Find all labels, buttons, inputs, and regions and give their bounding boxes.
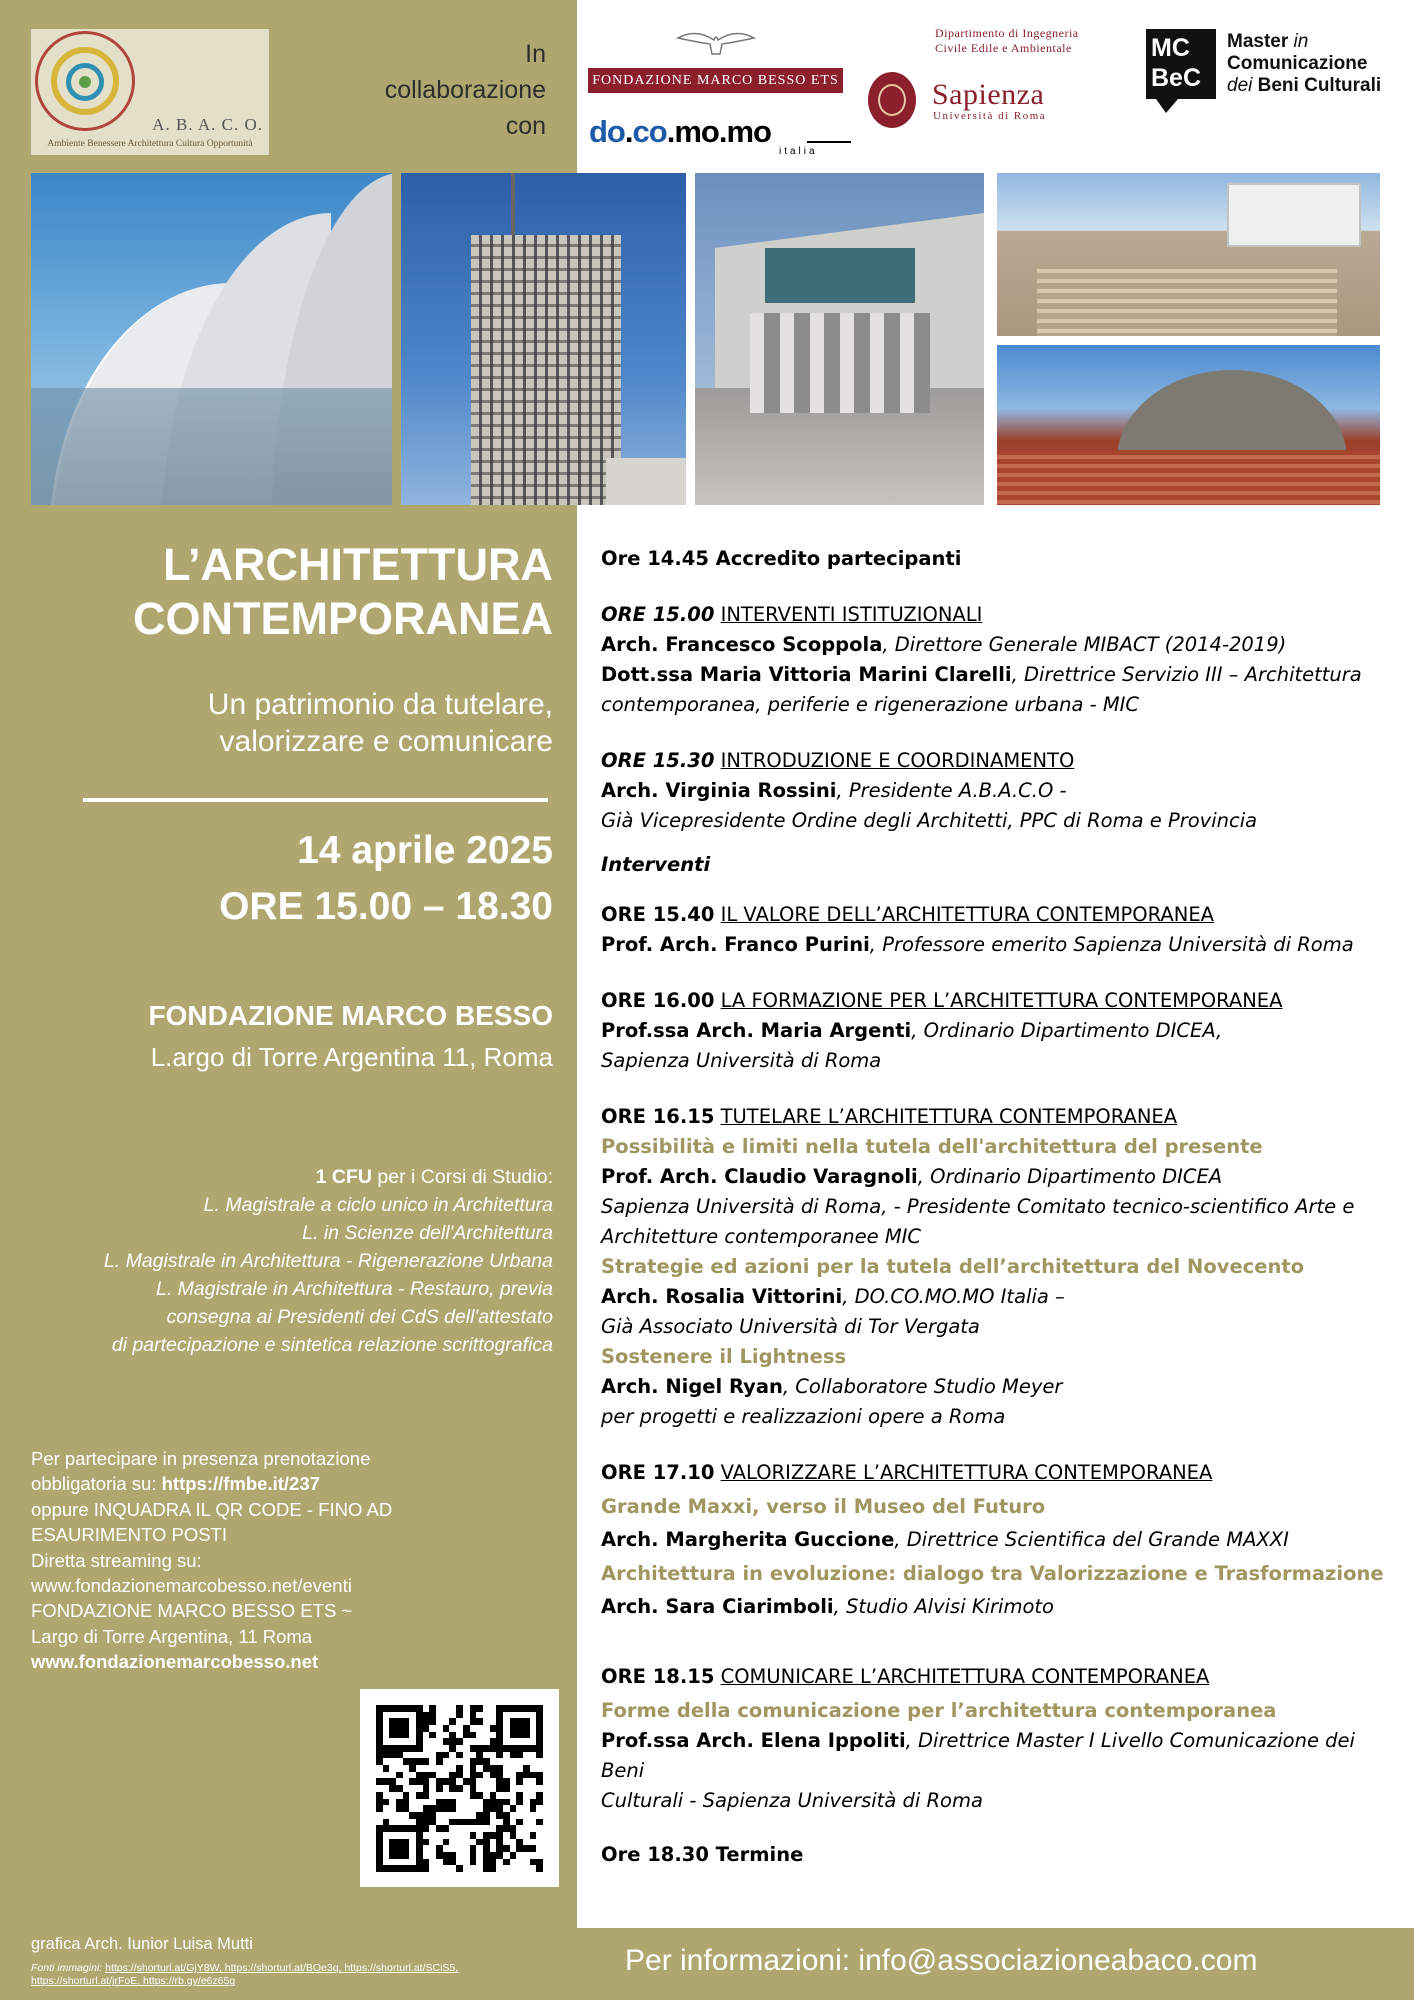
mcbec-text-part: in [1293, 31, 1309, 52]
graphics-credit: grafica Arch. Iunior Luisa Mutti [31, 1935, 253, 1953]
photo-shape [1117, 370, 1347, 460]
talk-title: Architettura in evoluzione: dialogo tra Valorizzazione e Trasformazione [601, 1562, 1384, 1585]
booking-text: obbligatoria su: [31, 1473, 162, 1495]
streaming-link[interactable]: www.fondazionemarcobesso.net/eventi [31, 1575, 352, 1597]
speech-tail-icon [1156, 99, 1178, 113]
abaco-dot-icon [79, 76, 91, 88]
fondazione-marco-besso-logo [588, 28, 843, 94]
program-heading [601, 900, 1391, 930]
cfu-course: di partecipazione e sintetica relazione scrittografica [111, 1334, 553, 1356]
collaboration-line: con [505, 112, 546, 140]
speaker-name: Dott.ssa Maria Vittoria Marini Clarelli [601, 663, 1012, 686]
speaker [601, 630, 1391, 660]
speaker [601, 1726, 1391, 1786]
speaker-role: , Ordinario Dipartimento DICEA, [911, 1019, 1223, 1042]
cfu-course: L. in Scienze dell'Architettura [302, 1222, 553, 1244]
speaker-role: , Studio Alvisi Kirimoto [833, 1595, 1054, 1618]
sources-label: Fonti immagini: [31, 1962, 106, 1974]
program-time: ORE 16.00 [601, 989, 715, 1012]
event-date: 14 aprile 2025 [297, 829, 553, 872]
program-heading [601, 1458, 1391, 1488]
event-title [30, 538, 553, 646]
photo-shape [997, 450, 1380, 505]
program-item: Ore 14.45 Accredito partecipanti [601, 547, 962, 570]
qr-code-icon [376, 1705, 543, 1872]
mcbec-text-part: Beni Culturali [1257, 75, 1382, 96]
speaker-name: Prof.ssa Arch. Elena Ippoliti [601, 1729, 906, 1752]
mcbec-text-part: Comunicazione [1227, 53, 1368, 74]
speaker-name: Arch. Sara Ciarimboli [601, 1595, 834, 1618]
program-topic: TUTELARE L’ARCHITETTURA CONTEMPORANEA [720, 1105, 1178, 1128]
sapienza-subtitle: Università di Roma [933, 110, 1047, 122]
program-time: ORE 15.40 [601, 903, 715, 926]
source-link[interactable]: https://shorturl.at/jrFoE, https://rb.gy/e6z65g [31, 1975, 236, 1987]
photo-shape [765, 248, 915, 303]
speaker-role: , Direttrice Master I Livello Comunicazione dei Beni [601, 1729, 1355, 1782]
photo-shape [1037, 263, 1337, 336]
collaboration-line: collaborazione [384, 76, 546, 104]
cfu-heading-text: per i Corsi di Studio: [372, 1166, 553, 1188]
image-sources [31, 1962, 551, 1988]
speaker [601, 1372, 1391, 1402]
speaker-role: Architetture contemporanee MIC [601, 1225, 922, 1248]
speaker-name: Arch. Nigel Ryan [601, 1375, 783, 1398]
speaker-role: Già Vicepresidente Ordine degli Architetti, PPC di Roma e Provincia [601, 809, 1258, 832]
program-time: ORE 15.30 [601, 749, 715, 772]
program-topic: INTERVENTI ISTITUZIONALI [720, 603, 983, 626]
docomomo-dot: . [666, 114, 675, 149]
sapienza-name: Sapienza [932, 78, 1045, 111]
cfu-heading [30, 1163, 553, 1191]
talk-title: Sostenere il Lightness [601, 1345, 847, 1368]
speaker [601, 930, 1391, 960]
program-topic: IL VALORE DELL’ARCHITETTURA CONTEMPORANEA [720, 903, 1214, 926]
talk-title: Strategie ed azioni per la tutela dell’architettura del Novecento [601, 1255, 1305, 1278]
program [601, 544, 1391, 1870]
photo-jubilee-church [31, 173, 392, 505]
talk-title: Grande Maxxi, verso il Museo del Futuro [601, 1495, 1046, 1518]
website-link[interactable]: www.fondazionemarcobesso.net [31, 1651, 319, 1673]
photo-tower [401, 173, 686, 505]
photo-shape [511, 173, 515, 243]
venue-address: L.argo di Torre Argentina 11, Roma [150, 1042, 553, 1072]
photo-ara-pacis [997, 173, 1380, 336]
title-line: CONTEMPORANEA [132, 593, 553, 644]
mcbec-logo [1146, 29, 1382, 113]
docomomo-dot: . [624, 114, 633, 149]
speaker [601, 776, 1391, 806]
cfu-course: L. Magistrale in Architettura - Rigenerazione Urbana [103, 1250, 553, 1272]
photo-shape [1227, 183, 1361, 247]
booking-line: Per partecipare in presenza prenotazione [31, 1448, 371, 1469]
speaker [601, 1016, 1391, 1046]
docomomo-part: mo [726, 114, 771, 149]
booking-line: Largo di Torre Argentina, 11 Roma [31, 1625, 313, 1647]
docomomo-part: do [589, 114, 625, 149]
cfu-course: L. Magistrale a ciclo unico in Architettura [203, 1194, 553, 1216]
event-datetime [30, 823, 553, 935]
photo-maxxi [695, 173, 984, 505]
program-time: ORE 15.00 [601, 603, 715, 626]
docomomo-part: co [632, 114, 667, 149]
speaker-role: , Direttore Generale MIBACT (2014-2019) [882, 633, 1287, 656]
abaco-logo-tagline: Ambiente Benessere Architettura Cultura Opportunità [47, 139, 253, 149]
docomomo-wordmark [589, 114, 771, 150]
speaker-role: Culturali - Sapienza Università di Roma [601, 1789, 983, 1812]
docomomo-underline [807, 141, 851, 143]
event-time: ORE 15.00 – 18.30 [219, 885, 553, 928]
program-topic: COMUNICARE L’ARCHITETTURA CONTEMPORANEA [720, 1665, 1210, 1688]
photo-shape [606, 458, 686, 505]
collaboration-label [300, 36, 546, 144]
booking-line: FONDAZIONE MARCO BESSO ETS ~ [31, 1600, 353, 1622]
speaker-role: per progetti e realizzazioni opere a Roma [601, 1405, 1006, 1428]
docomomo-dot: . [718, 114, 727, 149]
speaker [601, 1592, 1391, 1622]
cfu-block [30, 1163, 553, 1359]
speaker-role: , Presidente A.B.A.C.O - [836, 779, 1067, 802]
cfu-course: L. Magistrale in Architettura - Restauro, previa [155, 1278, 553, 1300]
cfu-course: consegna ai Presidenti dei CdS dell'attestato [166, 1306, 553, 1328]
speaker-role: , Direttrice Scientifica del Grande MAXXI [894, 1528, 1289, 1551]
speaker-name: Arch. Francesco Scoppola [601, 633, 883, 656]
speaker-name: Prof. Arch. Claudio Varagnoli [601, 1165, 918, 1188]
speaker-role: contemporanea, periferie e rigenerazione urbana - MIC [601, 693, 1140, 716]
booking-line [31, 1471, 561, 1496]
abaco-logo [31, 29, 269, 155]
abaco-logo-name: A. B. A. C. O. [152, 115, 263, 134]
speaker-role: , Collaboratore Studio Meyer [782, 1375, 1063, 1398]
program-heading [601, 746, 1391, 776]
speaker [601, 660, 1391, 690]
mcbec-text [1227, 31, 1381, 97]
speaker-name: Prof.ssa Arch. Maria Argenti [601, 1019, 912, 1042]
booking-link[interactable]: https://fmbe.it/237 [161, 1473, 320, 1495]
docomomo-part: mo [674, 114, 719, 149]
speaker-role: , Direttrice Servizio III – Architettura [1011, 663, 1362, 686]
program-time: ORE 16.15 [601, 1105, 715, 1128]
subtitle-line: valorizzare e comunicare [219, 725, 553, 758]
event-subtitle [30, 686, 553, 760]
qr-code[interactable] [360, 1689, 559, 1887]
mcbec-badge-line: MC [1151, 34, 1190, 62]
talk-title: Possibilità e limiti nella tutela dell'architettura del presente [601, 1135, 1263, 1158]
venue-name: FONDAZIONE MARCO BESSO [148, 1000, 553, 1031]
booking-line: Diretta streaming su: [31, 1549, 202, 1571]
program-end: Ore 18.30 Termine [601, 1843, 804, 1866]
talk-title: Forme della comunicazione per l’architettura contemporanea [601, 1699, 1277, 1722]
speaker-name: Arch. Virginia Rossini [601, 779, 837, 802]
collaboration-line: In [525, 40, 546, 68]
speaker [601, 1162, 1391, 1192]
title-line: L’ARCHITETTURA [163, 539, 553, 590]
program-topic: INTRODUZIONE E COORDINAMENTO [720, 749, 1075, 772]
booking-line: oppure INQUADRA IL QR CODE - FINO AD [31, 1498, 393, 1520]
booking-info [31, 1446, 561, 1675]
speaker-role: , DO.CO.MO.MO Italia – [842, 1285, 1065, 1308]
interventi-label: Interventi [601, 853, 711, 876]
program-heading [601, 1102, 1391, 1132]
program-heading [601, 1662, 1391, 1692]
cfu-credits: 1 CFU [315, 1166, 372, 1188]
fmb-logo-text: FONDAZIONE MARCO BESSO ETS [588, 68, 843, 93]
mcbec-text-part: Master [1227, 31, 1294, 52]
divider [83, 798, 548, 802]
program-time: ORE 18.15 [601, 1665, 715, 1688]
photo-shape [31, 388, 392, 505]
sapienza-seal-icon [868, 72, 916, 128]
program-heading [601, 600, 1391, 630]
docomomo-sub: italia [779, 146, 818, 157]
booking-line: ESAURIMENTO POSTI [31, 1524, 227, 1546]
mcbec-text-part: dei [1227, 75, 1258, 96]
program-heading [601, 986, 1391, 1016]
mcbec-badge-line: BeC [1151, 64, 1202, 92]
program-topic: LA FORMAZIONE PER L’ARCHITETTURA CONTEMPORANEA [720, 989, 1283, 1012]
speaker-name: Prof. Arch. Franco Purini [601, 933, 870, 956]
speaker-role: , Professore emerito Sapienza Università di Roma [869, 933, 1354, 956]
photo-auditorium [997, 345, 1380, 505]
source-link[interactable]: https://shorturl.at/GjY8W, https://shorturl.at/BOe3q, https://shorturl.at/SCiS5, [105, 1962, 459, 1974]
speaker-role: Sapienza Università di Roma, - Presidente Comitato tecnico-scientifico Arte e [601, 1195, 1355, 1218]
speaker-role: Sapienza Università di Roma [601, 1049, 882, 1072]
mcbec-badge [1146, 29, 1216, 99]
speaker [601, 1525, 1391, 1555]
dicea-line: Dipartimento di Ingegneria [935, 26, 1079, 40]
speaker-role: , Ordinario Dipartimento DICEA [917, 1165, 1223, 1188]
docomomo-logo [589, 114, 853, 160]
photo-shape [750, 313, 930, 413]
eagle-icon [676, 28, 756, 56]
speaker-role: Già Associato Università di Tor Vergata [601, 1315, 980, 1338]
seal-ring-icon [878, 84, 906, 116]
contact-info[interactable]: Per informazioni: info@associazioneabaco.com [625, 1944, 1258, 1977]
speaker-name: Arch. Margherita Guccione [601, 1528, 895, 1551]
program-topic: VALORIZZARE L’ARCHITETTURA CONTEMPORANEA [720, 1461, 1213, 1484]
subtitle-line: Un patrimonio da tutelare, [207, 688, 553, 721]
dicea-label [935, 26, 1079, 56]
speaker-name: Arch. Rosalia Vittorini [601, 1285, 843, 1308]
photo-shape [471, 235, 621, 505]
speaker [601, 1282, 1391, 1312]
program-time: ORE 17.10 [601, 1461, 715, 1484]
dicea-line: Civile Edile e Ambientale [935, 41, 1072, 55]
